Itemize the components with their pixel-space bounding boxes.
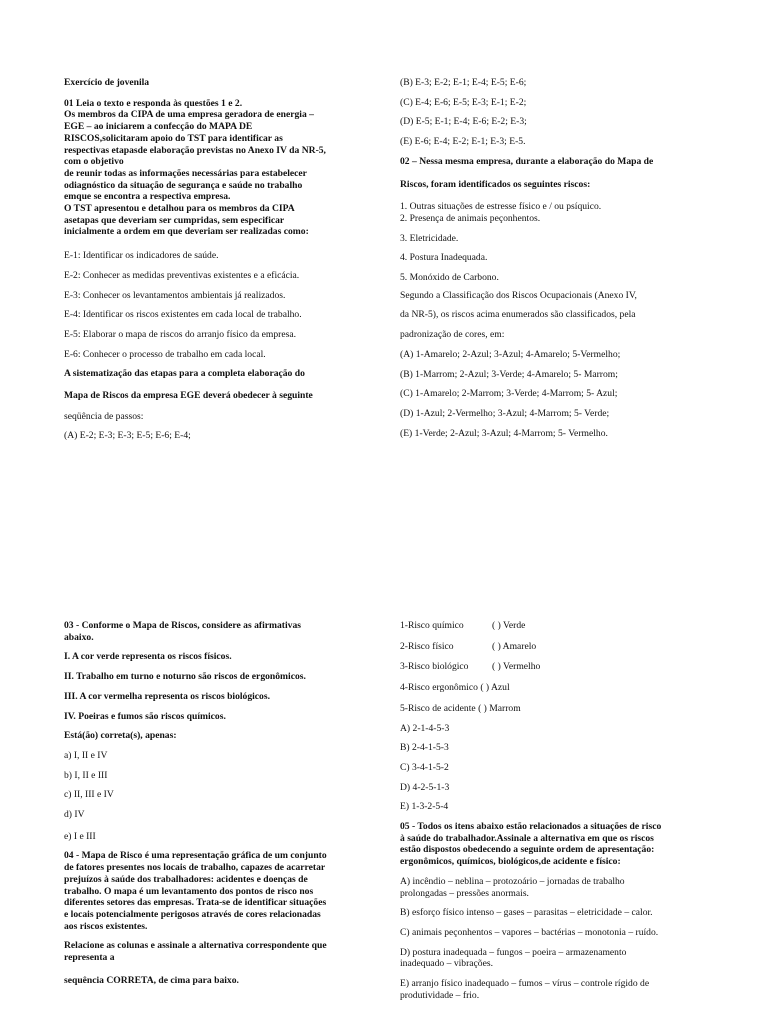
q01-stem-line: O TST apresentou e detalhou para os membros da CIPA — [64, 203, 295, 215]
q01-stem — [64, 98, 372, 238]
q01-step: E-6: Conhecer o processo de trabalho em cada local. — [64, 348, 266, 360]
q02-option: (E) 1-Verde; 2-Azul; 3-Azul; 4-Marrom; 5- Vermelho. — [400, 427, 608, 439]
q04-risk-label: 2-Risco físico — [400, 640, 454, 652]
q04-instruction-line: representa a — [64, 952, 115, 964]
q02-risk: 1. Outras situações de estresse físico e / ou psíquico. — [400, 201, 602, 213]
q04-match-row — [400, 641, 706, 653]
q04-stem-line: diferentes setores das empresas. Trata-se de identificar situações — [64, 897, 327, 909]
q04-stem-line: prejuízos à saúde dos trabalhadores: acidentes e doenças de — [64, 873, 308, 885]
q05-option-b: B) esforço físico intenso – gases – parasitas – eletricidade – calor. — [400, 907, 653, 919]
q01-question-line: seqüência de passos: — [64, 410, 144, 422]
q01-option: (E) E-6; E-4; E-2; E-1; E-3; E-5. — [400, 136, 526, 148]
q04-color-blank: ( ) Marrom — [478, 702, 521, 714]
q04-match-row — [400, 682, 706, 694]
q01-option: (B) E-3; E-2; E-1; E-4; E-5; E-6; — [400, 77, 527, 88]
q02-risk-list — [400, 201, 706, 224]
left-bottom-column — [64, 620, 372, 986]
q05-option-line: E) arranjo físico inadequado – fumos – vírus – controle rígido de — [400, 978, 650, 990]
q04-match-row — [400, 661, 706, 673]
q04-color-blank: ( ) Azul — [480, 682, 510, 694]
q04-color-blank: ( ) Verde — [492, 620, 526, 631]
q04-match-row — [400, 703, 706, 715]
q02-text-line: da NR-5), os riscos acima enumerados são classificados, pela — [400, 309, 636, 321]
q05-option-line: prolongadas – pressões anormais. — [400, 887, 529, 899]
q04-option: A) 2-1-4-5-3 — [400, 722, 450, 734]
q03-statement: I. A cor verde representa os riscos físicos. — [64, 651, 232, 663]
q05-option-line: D) postura inadequada – fungos – poeira – armazenamento — [400, 946, 627, 958]
q05-option-e — [400, 978, 706, 1001]
q01-question-line: Mapa de Riscos da empresa EGE deverá obedecer à seguinte — [64, 390, 313, 402]
q04-stem-line: e locais potencialmente perigosos através de cores relacionadas — [64, 908, 321, 920]
q05-stem — [400, 821, 706, 868]
q02-text-line: padronização de cores, em: — [400, 329, 505, 341]
q05-option-line: produtividade – frio. — [400, 989, 480, 1001]
q05-option-line: A) incêndio – neblina – protozoário – jornadas de trabalho — [400, 875, 625, 887]
q01-option: (A) E-2; E-3; E-3; E-5; E-6; E-4; — [64, 430, 191, 442]
q04-color-blank: ( ) Vermelho — [492, 661, 541, 673]
q01-step: E-2: Conhecer as medidas preventivas existentes e a eficácia. — [64, 269, 300, 281]
q04-option: B) 2-4-1-5-3 — [400, 742, 449, 754]
q02-text-line: Segundo a Classificação dos Riscos Ocupacionais (Anexo IV, — [400, 289, 637, 301]
q01-stem-line: RISCOS,solicitaram apoio do TST para identificar as — [64, 132, 283, 144]
q05-stem-line: 05 - Todos os itens abaixo estão relacionados a situações de risco — [400, 821, 662, 833]
q03-statement: II. Trabalho em turno e noturno são riscos de ergonômicos. — [64, 671, 306, 683]
q04-option: E) 1-3-2-5-4 — [400, 801, 449, 813]
q04-instruction-line: Relacione as colunas e assinale a alternativa correspondente que — [64, 940, 327, 952]
q04-matching-table — [400, 620, 706, 715]
q04-risk-label: 5-Risco de acidente — [400, 702, 476, 714]
q04-color-blank: ( ) Amarelo — [492, 640, 537, 652]
q03-option: a) I, II e IV — [64, 749, 108, 761]
q03-option: e) I e III — [64, 830, 96, 842]
left-top-column — [64, 77, 372, 442]
q04-option: D) 4-2-5-1-3 — [400, 781, 450, 793]
q02-stem-line: 02 – Nessa mesma empresa, durante a elaboração do Mapa de — [400, 155, 654, 167]
q02-option: (D) 1-Azul; 2-Vermelho; 3-Azul; 4-Marrom; 5- Verde; — [400, 407, 610, 419]
q02-risk: 3. Eletricidade. — [400, 232, 459, 244]
q04-risk-label: 1-Risco químico — [400, 620, 464, 631]
q01-step: E-1: Identificar os indicadores de saúde. — [64, 250, 219, 262]
q03-stem-line: abaixo. — [64, 631, 94, 643]
q04-match-row — [400, 620, 706, 632]
q04-stem-line: 04 - Mapa de Risco é uma representação gráfica de um conjunto — [64, 850, 327, 862]
q03-stem-line: 03 - Conforme o Mapa de Riscos, considere as afirmativas — [64, 620, 301, 631]
q03-option: c) II, III e IV — [64, 789, 114, 801]
q02-stem-line: Riscos, foram identificados os seguintes riscos: — [400, 178, 591, 190]
q01-step: E-5: Elaborar o mapa de riscos do arranjo físico da empresa. — [64, 328, 297, 340]
q05-option-c: C) animais peçonhentos – vapores – bactérias – monotonia – ruído. — [400, 926, 659, 938]
q01-stem-line: odiagnóstico da situação de segurança e saúde no trabalho — [64, 179, 303, 191]
q04-stem — [64, 850, 372, 932]
q02-risk: 5. Monóxido de Carbono. — [400, 272, 499, 284]
q01-stem-line: com o objetivo — [64, 156, 124, 168]
q01-stem-line: inicialmente a ordem em que deveriam ser realizadas como: — [64, 226, 309, 238]
exercise-title: Exercício de jovenila — [64, 77, 150, 88]
q04-instruction-line: sequência CORRETA, de cima para baixo. — [64, 974, 239, 986]
q01-question-line: A sistematização das etapas para a completa elaboração do — [64, 368, 305, 380]
q01-stem-line: Os membros da CIPA de uma empresa geradora de energia – — [64, 109, 314, 121]
q04-stem-line: trabalho. O mapa é um levantamento dos pontos de risco nos — [64, 885, 314, 897]
q04-stem-line: aos riscos existentes. — [64, 920, 148, 932]
q01-stem-line: respectivas etapasde elaboração previstas no Anexo IV da NR-5, — [64, 144, 326, 156]
q03-statement: IV. Poeiras e fumos são riscos químicos. — [64, 710, 226, 722]
q01-stem-line: de reunir todas as informações necessárias para estabelecer — [64, 167, 307, 179]
q02-option: (C) 1-Amarelo; 2-Marrom; 3-Verde; 4-Marrom; 5- Azul; — [400, 388, 618, 400]
q01-stem-line: emque se encontra a respectiva empresa. — [64, 191, 231, 203]
q03-prompt: Está(ão) correta(s), apenas: — [64, 730, 177, 742]
right-top-column — [400, 77, 706, 439]
q01-stem-line: EGE – ao iniciarem a confecção do MAPA DE — [64, 121, 253, 133]
q04-stem-line: de fatores presentes nos locais de trabalho, capazes de acarretar — [64, 862, 326, 874]
q04-option: C) 3-4-1-5-2 — [400, 761, 449, 773]
q01-step: E-3: Conhecer os levantamentos ambientais já realizados. — [64, 289, 286, 301]
q05-stem-line: à saúde do trabalhador.Assinale a alternativa em que os riscos — [400, 832, 654, 844]
q04-risk-label: 3-Risco biológico — [400, 661, 469, 673]
q02-option: (A) 1-Amarelo; 2-Azul; 3-Azul; 4-Amarelo; 5-Vermelho; — [400, 348, 621, 360]
q01-option: (C) E-4; E-6; E-5; E-3; E-1; E-2; — [400, 96, 527, 108]
q01-stem-line: 01 Leia o texto e responda às questões 1 e 2. — [64, 97, 243, 109]
q05-option-d — [400, 947, 706, 970]
q02-risk: 2. Presença de animais peçonhentos. — [400, 212, 541, 224]
q01-option: (D) E-5; E-1; E-4; E-6; E-2; E-3; — [400, 116, 527, 128]
q03-stem — [64, 620, 372, 643]
q05-option-line: inadequado – vibrações. — [400, 958, 493, 970]
q04-instruction — [64, 940, 372, 963]
q01-stem-line: asetapas que deveriam ser cumpridas, sem especificar — [64, 214, 285, 226]
q02-risk: 4. Postura Inadequada. — [400, 252, 488, 264]
q01-step: E-4: Identificar os riscos existentes em cada local de trabalho. — [64, 309, 302, 321]
q04-risk-label: 4-Risco ergonômico — [400, 682, 478, 694]
q03-statement: III. A cor vermelha representa os riscos biológicos. — [64, 690, 270, 702]
right-bottom-column — [400, 620, 706, 1001]
q03-option: d) IV — [64, 809, 85, 821]
q05-stem-line: ergonômicos, químicos, biológicos,de acidente e físico: — [400, 856, 621, 868]
q03-option: b) I, II e III — [64, 769, 108, 781]
q05-stem-line: estão dispostos obedecendo a seguinte ordem de apresentação: — [400, 844, 655, 856]
q02-option: (B) 1-Marrom; 2-Azul; 3-Verde; 4-Amarelo; 5- Marrom; — [400, 368, 618, 380]
q05-option-a — [400, 876, 706, 899]
